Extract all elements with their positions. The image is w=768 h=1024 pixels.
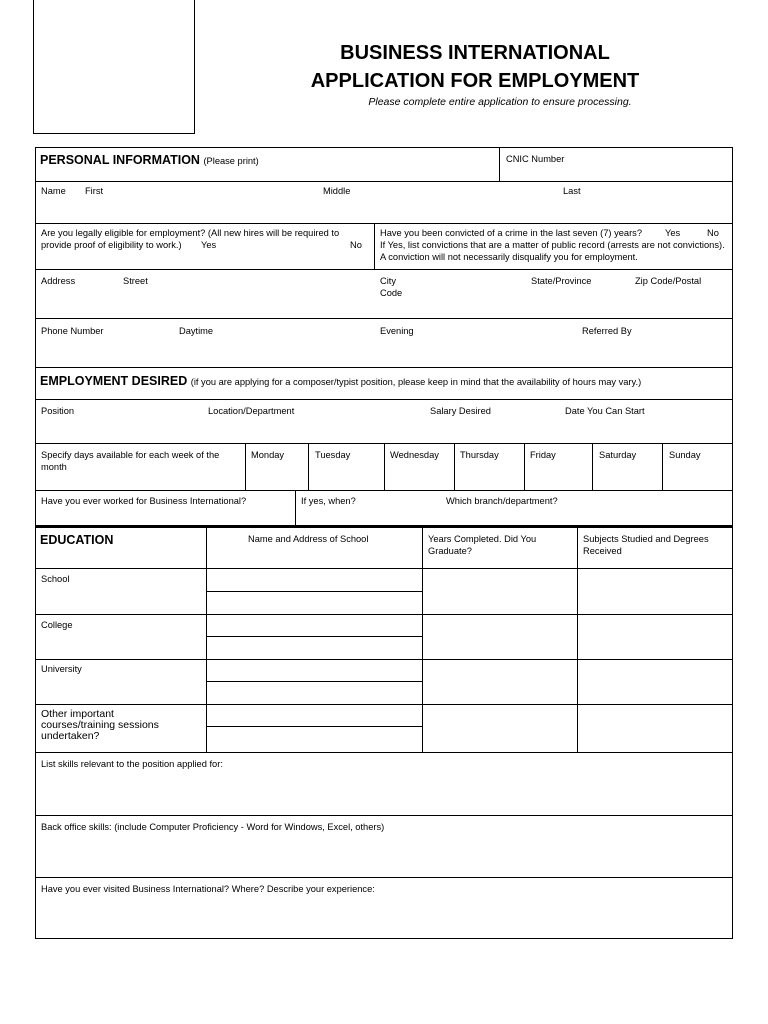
start-date-label: Date You Can Start xyxy=(565,406,645,416)
phone-label: Phone Number xyxy=(41,326,104,336)
education-section xyxy=(35,526,733,753)
city-code-label: Code xyxy=(380,288,403,298)
personal-heading-note: (Please print) xyxy=(203,156,259,166)
personal-information-section xyxy=(35,147,733,368)
day-saturday: Saturday xyxy=(599,450,637,460)
day-thursday: Thursday xyxy=(460,450,499,460)
last-name-label: Last xyxy=(563,186,581,196)
day-friday: Friday xyxy=(530,450,556,460)
address-label: Address xyxy=(41,276,76,286)
skills-section xyxy=(35,752,733,939)
photo-box xyxy=(33,0,195,134)
company-name: BUSINESS INTERNATIONAL xyxy=(340,42,610,64)
row-school: School xyxy=(41,574,70,584)
salary-label: Salary Desired xyxy=(430,406,491,416)
worked-before-question: Have you ever worked for Business International? xyxy=(41,496,247,506)
cnic-label: CNIC Number xyxy=(506,154,565,164)
first-name-label: First xyxy=(85,186,104,196)
back-office-skills-prompt: Back office skills: (include Computer Proficiency - Word for Windows, Excel, others) xyxy=(41,822,385,832)
eligibility-yes: Yes xyxy=(201,240,217,250)
education-heading: EDUCATION xyxy=(40,533,114,547)
city-label: City xyxy=(380,276,397,286)
employment-heading-note: (if you are applying for a composer/typist position, please keep in mind that the availability of hours may vary.) xyxy=(190,377,642,387)
col-school-name: Name and Address of School xyxy=(248,534,369,544)
position-label: Position xyxy=(41,406,75,416)
visited-prompt: Have you ever visited Business International? Where? Describe your experience: xyxy=(41,884,375,894)
form-title: APPLICATION FOR EMPLOYMENT xyxy=(310,70,640,92)
state-label: State/Province xyxy=(531,276,592,286)
col-subjects: Subjects Studied and Degrees Received xyxy=(583,534,709,556)
row-university: University xyxy=(41,664,82,674)
daytime-label: Daytime xyxy=(179,326,214,336)
day-tuesday: Tuesday xyxy=(315,450,351,460)
days-prompt: Specify days available for each week of the month xyxy=(41,450,220,472)
row-other-courses: Other important courses/training sessions undertaken? xyxy=(41,708,159,742)
day-monday: Monday xyxy=(251,450,285,460)
when-label: If yes, when? xyxy=(301,496,356,506)
zip-label: Zip Code/Postal xyxy=(635,276,702,286)
location-label: Location/Department xyxy=(208,406,295,416)
evening-label: Evening xyxy=(380,326,414,336)
relevant-skills-prompt: List skills relevant to the position applied for: xyxy=(41,759,223,769)
eligibility-question: Are you legally eligible for employment? (All new hires will be required to provide proof of eligibility to work.) xyxy=(41,228,340,250)
street-label: Street xyxy=(123,276,148,286)
personal-heading: PERSONAL INFORMATION (Please print) xyxy=(40,153,259,167)
referred-label: Referred By xyxy=(582,326,632,336)
employment-desired-section xyxy=(35,367,733,526)
employment-heading: EMPLOYMENT DESIRED (if you are applying for a composer/typist position, please keep in mind that the availability of hours may vary.) xyxy=(40,374,642,388)
day-sunday: Sunday xyxy=(669,450,701,460)
conviction-yes: Yes xyxy=(665,228,681,238)
middle-name-label: Middle xyxy=(323,186,351,196)
name-label: Name xyxy=(41,186,66,196)
branch-label: Which branch/department? xyxy=(446,496,558,506)
col-years-completed: Years Completed. Did You Graduate? xyxy=(428,534,537,556)
row-college: College xyxy=(41,620,73,630)
conviction-question: Have you been convicted of a crime in the last seven (7) years? xyxy=(380,228,642,238)
form-instruction: Please complete entire application to ensure processing. xyxy=(368,96,632,108)
conviction-no: No xyxy=(707,228,719,238)
conviction-note: If Yes, list convictions that are a matter of public record (arrests are not convictions). A conviction will not necessarily disqualify you for employment. xyxy=(380,240,725,262)
eligibility-no: No xyxy=(350,240,362,250)
day-wednesday: Wednesday xyxy=(390,450,439,460)
